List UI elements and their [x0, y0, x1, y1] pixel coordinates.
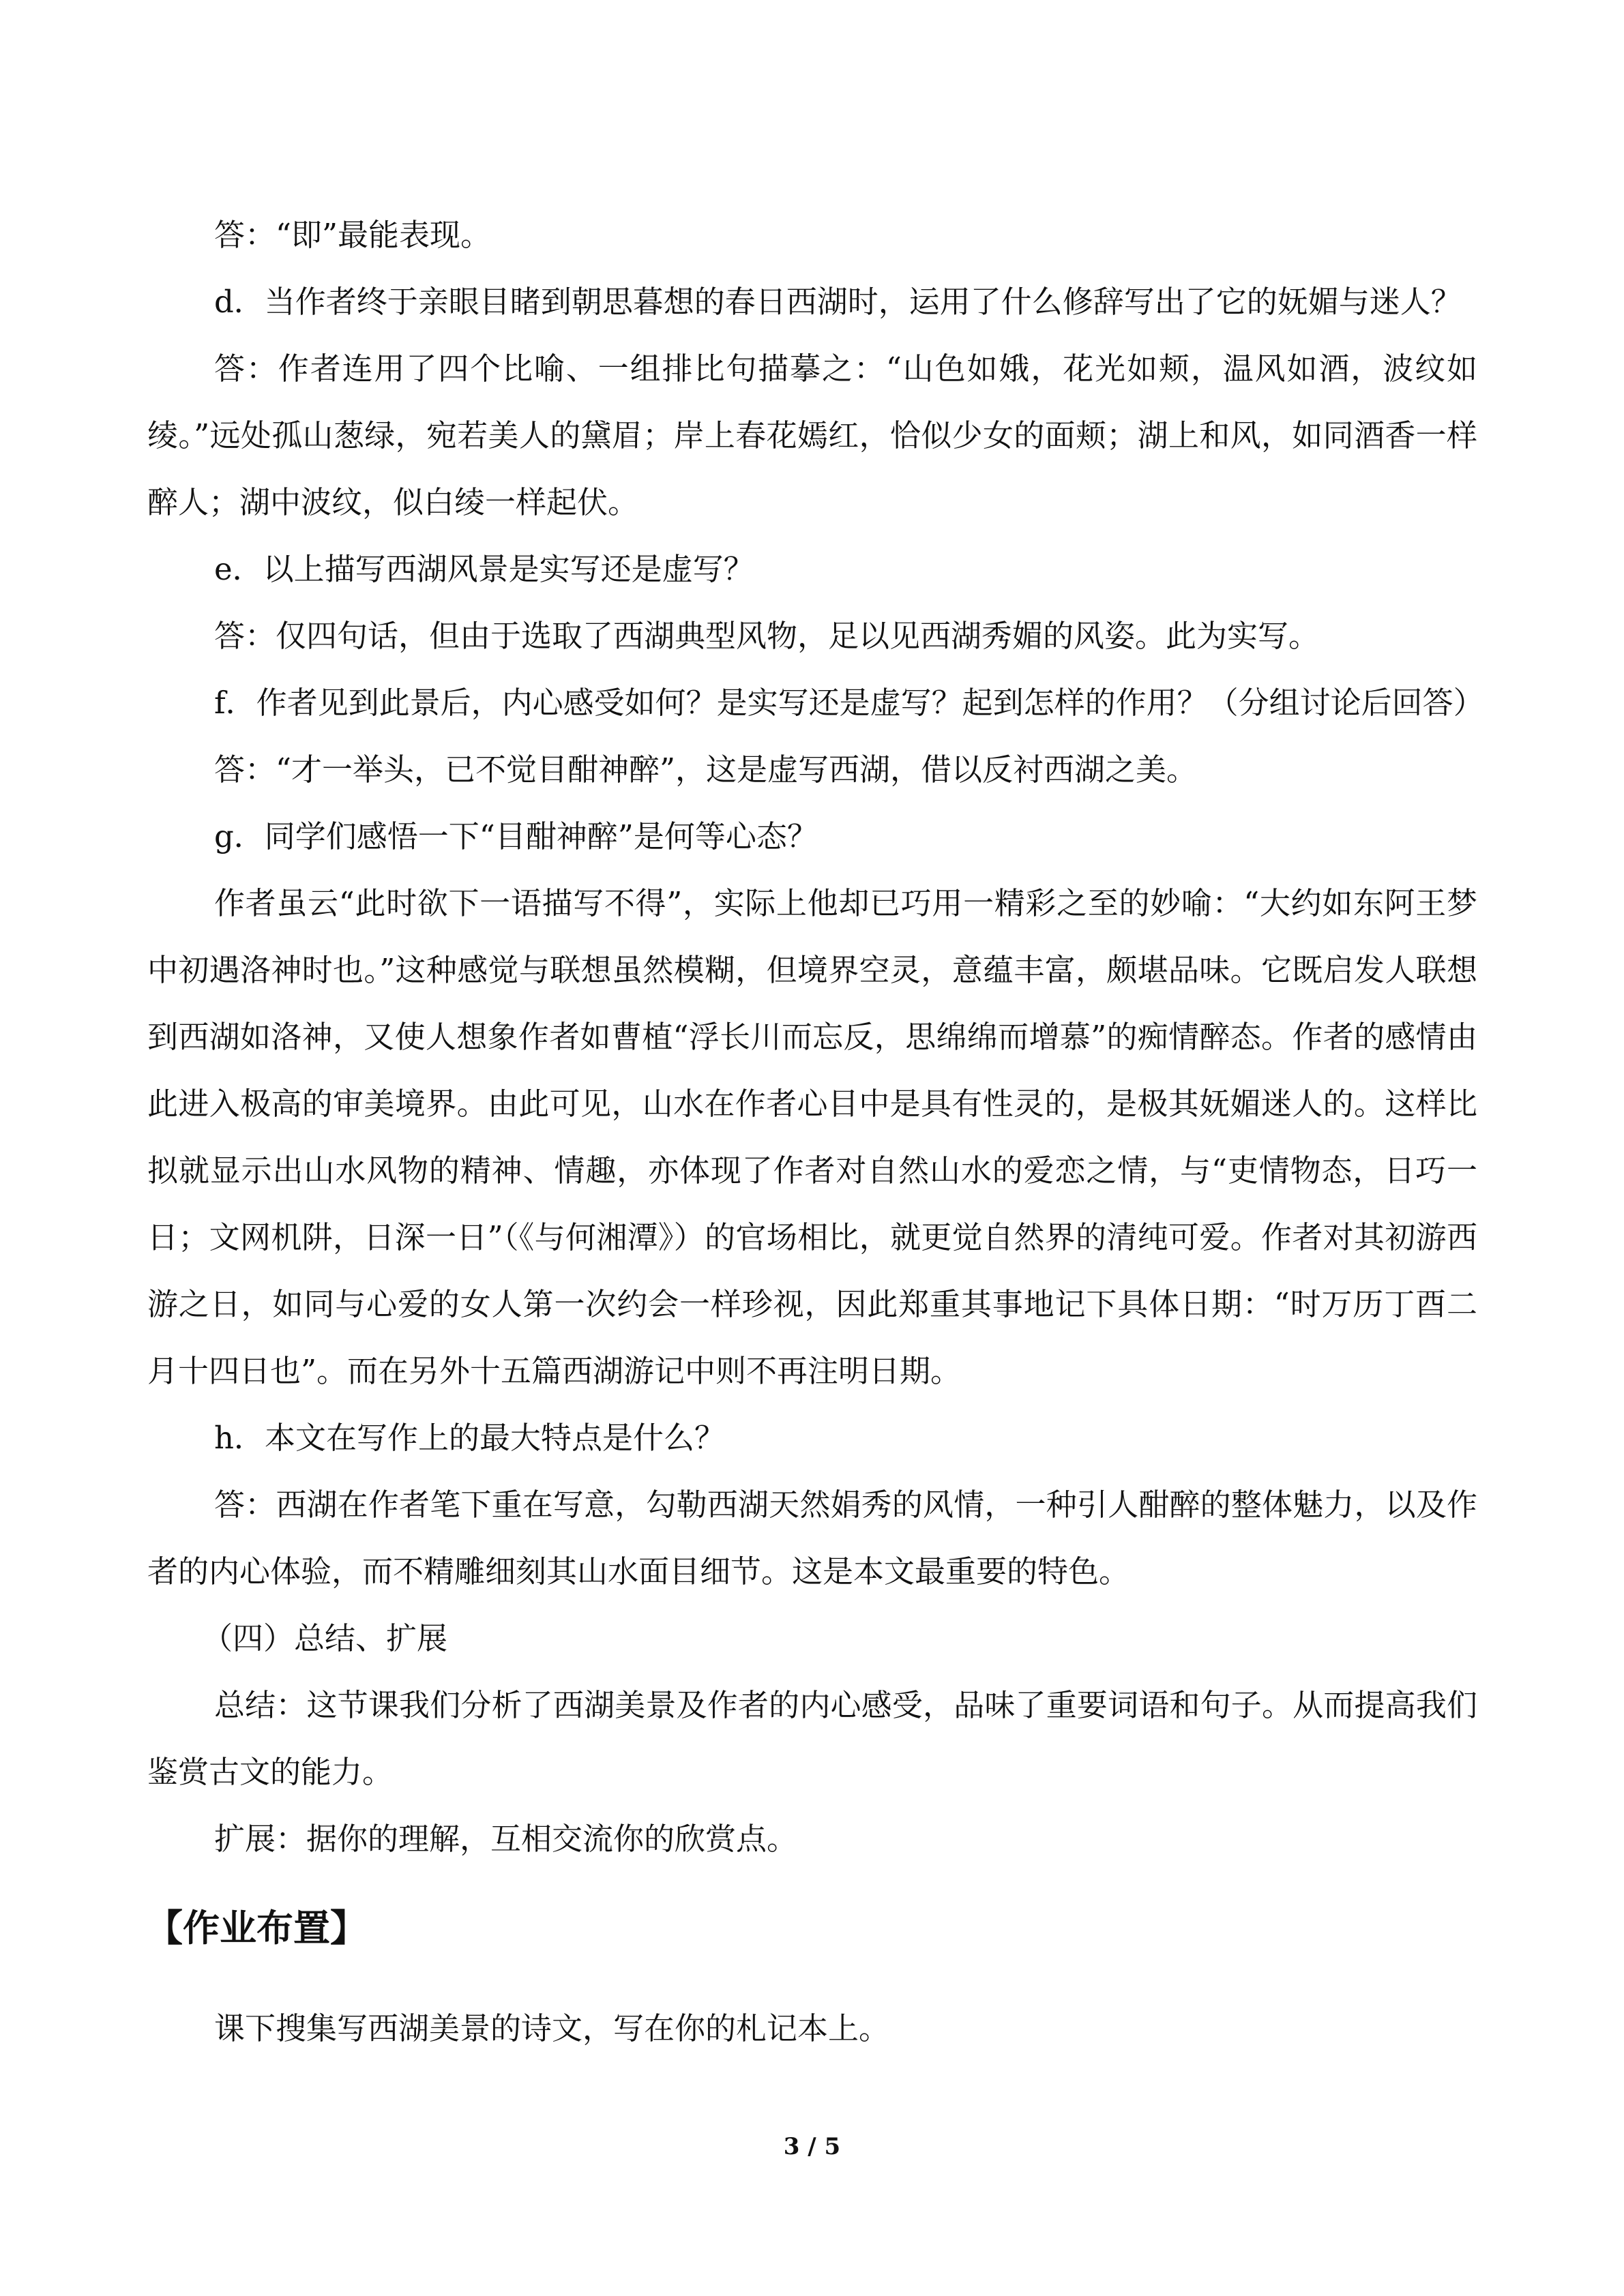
paragraph: 答：作者连用了四个比喻、一组排比句描摹之：“山色如娥，花光如颊，温风如酒，波纹如绫。”远处孤山葱绿，宛若美人的黛眉；岸上春花嫣红，恰似少女的面颊；湖上和风，如同酒香一样醉人；湖中波纹，似白绫一样起伏。 — [147, 351, 1477, 520]
question-g: g．同学们感悟一下“目酣神醉”是何等心态？ — [214, 818, 818, 854]
paragraph: 扩展：据你的理解，互相交流你的欣赏点。 — [214, 1821, 798, 1857]
question-f: f．作者见到此景后，内心感受如何？是实写还是虚写？起到怎样的作用？（分组讨论后回答） — [214, 685, 1484, 721]
question-e: e．以上描写西湖风景是实写还是虚写？ — [214, 551, 754, 587]
section-heading: （四）总结、扩展 — [202, 1620, 448, 1656]
document-body — [146, 202, 1484, 2062]
paragraph: 答：“即”最能表现。 — [214, 217, 492, 253]
page-number: 3 / 5 — [783, 2133, 841, 2160]
question-h: h．本文在写作上的最大特点是什么？ — [214, 1420, 725, 1456]
homework-heading: 【作业布置】 — [146, 1907, 367, 1950]
paragraph: 总结：这节课我们分析了西湖美景及作者的内心感受，品味了重要词语和句子。从而提高我们鉴赏古文的能力。 — [147, 1687, 1477, 1790]
homework-text: 课下搜集写西湖美景的诗文，写在你的札记本上。 — [214, 2010, 890, 2046]
question-d: d．当作者终于亲眼目睹到朝思暮想的春日西湖时，运用了什么修辞写出了它的妩媚与迷人？ — [214, 284, 1462, 320]
paragraph: 答：“才一举头，已不觉目酣神醉”，这是虚写西湖，借以反衬西湖之美。 — [214, 751, 1198, 788]
paragraph: 作者虽云“此时欲下一语描写不得”，实际上他却已巧用一精彩之至的妙喻：“大约如东阿王梦中初遇洛神时也。”这种感觉与联想虽然模糊，但境界空灵，意蕴丰富，颇堪品味。它既启发人联想到西湖如洛神，又使人想象作者如曹植“浮长川而忘反，思绵绵而增慕”的痴情醉态。作者的感情由此进入极高的审美境界。由此可见，山水在作者心目中是具有性灵的，是极其妩媚迷人的。这样比拟就显示出山水风物的精神、情趣，亦体现了作者对自然山水的爱恋之情，与“吏情物态，日巧一日；文网机阱，日深一日”（《与何湘潭》）的官场相比，就更觉自然界的清纯可爱。作者对其初游西游之日，如同与心爱的女人第一次约会一样珍视，因此郑重其事地记下具体日期：“时万历丁酉二月十四日也”。而在另外十五篇西湖游记中则不再注明日期。 — [147, 885, 1477, 1389]
paragraph: 答：西湖在作者笔下重在写意，勾勒西湖天然娟秀的风情，一种引人酣醉的整体魅力，以及作者的内心体验，而不精雕细刻其山水面目细节。这是本文最重要的特色。 — [147, 1487, 1477, 1590]
paragraph: 答：仅四句话，但由于选取了西湖典型风物，足以见西湖秀媚的风姿。此为实写。 — [214, 618, 1320, 654]
